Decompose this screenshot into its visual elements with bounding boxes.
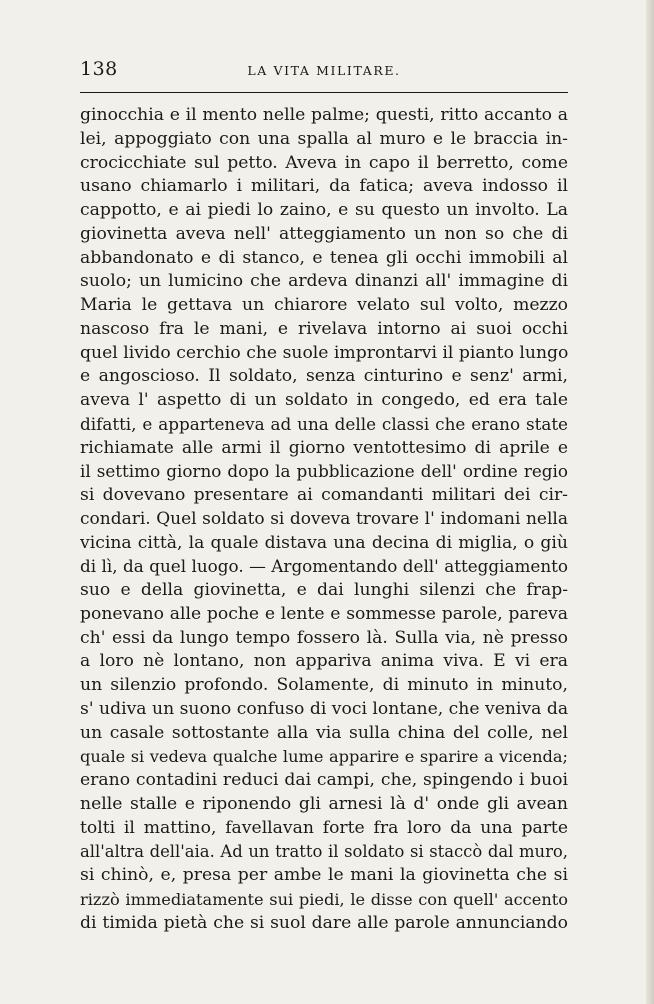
text-line: aveva l' aspetto di un soldato in congedo, ed era tale: [80, 390, 568, 410]
text-line: ginocchia e il mento nelle palme; questi, ritto accanto a: [80, 105, 568, 125]
text-line: nelle stalle e riponendo gli arnesi là d' onde gli avean: [80, 793, 568, 814]
body-text: [80, 104, 568, 935]
text-line: a loro nè lontano, non appariva anima viva. E vi era: [80, 651, 568, 672]
text-line: condari. Quel soldato si doveva trovare l' indomani nella: [80, 508, 568, 529]
text-line: erano contadini reduci dai campi, che, spingendo i buoi: [80, 770, 568, 790]
text-line: si dovevano presentare ai comandanti militari dei cir-: [80, 485, 568, 505]
text-line: ch' essi da lungo tempo fossero là. Sulla via, nè presso: [80, 627, 568, 648]
text-line: cappotto, e ai piedi lo zaino, e su questo un involto. La: [80, 200, 568, 220]
text-line: abbandonato e di stanco, e tenea gli occhi immobili al: [80, 247, 568, 268]
text-line: nascoso fra le mani, e rivelava intorno ai suoi occhi: [80, 318, 568, 339]
text-line: giovinetta aveva nell' atteggiamento un non so che di: [80, 223, 568, 244]
text-line: lei, appoggiato con una spalla al muro e le braccia in-: [80, 128, 568, 149]
text-line: ponevano alle poche e lente e sommesse parole, pareva: [80, 603, 568, 624]
text-line: vicina città, la quale distava una decina di miglia, o giù: [80, 532, 568, 553]
page-number: 138: [80, 58, 118, 80]
text-line: il settimo giorno dopo la pubblicazione dell' ordine regio: [80, 461, 568, 482]
text-line: rizzò immediatamente sui piedi, le disse con quell' accento: [80, 889, 568, 909]
text-line: difatti, e apparteneva ad una delle classi che erano state: [80, 413, 568, 434]
running-title: LA VITA MILITARE.: [247, 63, 401, 78]
text-line: usano chiamarlo i militari, da fatica; aveva indosso il: [80, 176, 568, 197]
text-line: si chinò, e, presa per ambe le mani la giovinetta che si: [80, 865, 568, 885]
text-line: un silenzio profondo. Solamente, di minuto in minuto,: [80, 675, 568, 695]
text-line: suolo; un lumicino che ardeva dinanzi all' immagine di: [80, 271, 568, 292]
text-line: quale si vedeva qualche lume apparire e sparire a vicenda;: [80, 747, 568, 767]
text-line: quel livido cerchio che suole improntarvi il pianto lungo: [80, 342, 569, 363]
header-rule: [80, 92, 568, 93]
page-header: [80, 58, 568, 82]
text-line: e angoscioso. Il soldato, senza cinturino e senz' armi,: [80, 366, 568, 387]
text-line: di timida pietà che si suol dare alle parole annunciando: [80, 912, 568, 933]
text-line: s' udiva un suono confuso di voci lontane, che veniva da: [80, 698, 569, 719]
text-line: all'altra dell'aia. Ad un tratto il soldato si staccò dal muro,: [80, 842, 568, 862]
text-line: richiamate alle armi il giorno ventottesimo di aprile e: [80, 437, 568, 458]
page-edge-shadow: [646, 0, 654, 1004]
text-line: un casale sottostante alla via sulla china del colle, nel: [80, 722, 568, 743]
text-line: crocicchiate sul petto. Aveva in capo il berretto, come: [80, 152, 568, 173]
text-line: suo e della giovinetta, e dai lunghi silenzi che frap-: [80, 580, 568, 600]
text-line: tolti il mattino, favellavan forte fra loro da una parte: [80, 817, 568, 838]
text-line: Maria le gettava un chiarore velato sul volto, mezzo: [80, 295, 568, 315]
text-line: di lì, da quel luogo. — Argomentando dell' atteggiamento: [80, 556, 568, 577]
